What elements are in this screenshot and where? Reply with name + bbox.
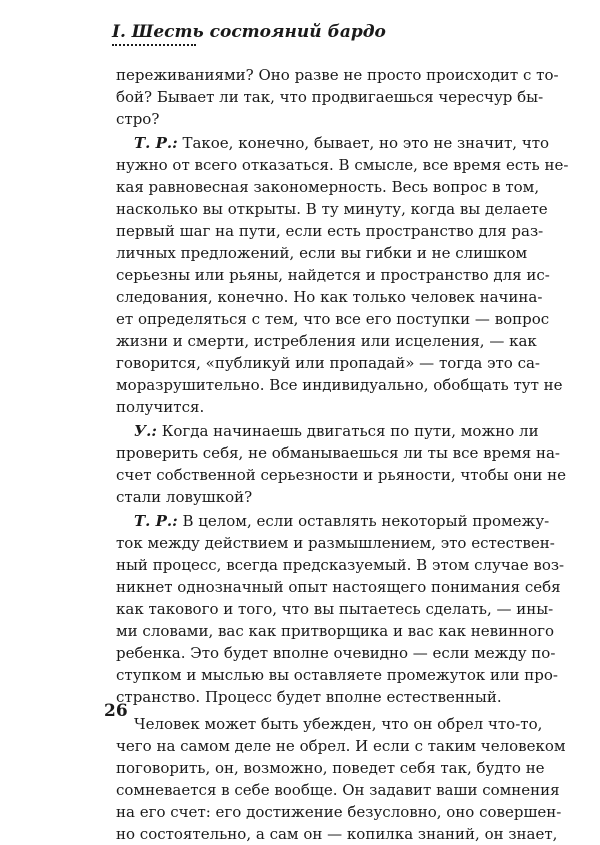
text-line: нужно от всего отказаться. В смысле, все время есть не-	[116, 156, 569, 174]
text-line: серьезны или рьяны, найдется и пространство для ис-	[116, 266, 550, 284]
text-line: личных предложений, если вы гибки и не слишком	[116, 244, 528, 262]
text-line: но состоятельно, а сам он — копилка знаний, он знает,	[116, 825, 558, 843]
text-line: переживаниями? Оно разве не просто происходит с то-	[116, 66, 559, 84]
running-header: I. Шесть состояний бардо	[112, 22, 386, 42]
text-line: жизни и смерти, истребления или исцеления, — как	[116, 332, 537, 350]
text-line: странство. Процесс будет вполне естественный.	[116, 688, 502, 706]
text-span: Когда начинаешь двигаться по пути, можно ли	[161, 422, 539, 440]
text-line: поговорить, он, возможно, поведет себя так, будто не	[116, 759, 545, 777]
text-line: стро?	[116, 110, 160, 128]
page-number: 26	[104, 701, 128, 721]
text-line	[116, 510, 550, 532]
text-line: проверить себя, не обманываешься ли ты все время на-	[116, 444, 560, 462]
text-line	[116, 420, 539, 442]
text-span: Такое, конечно, бывает, но это не значит, что	[182, 134, 550, 152]
text-line: ступком и мыслью вы оставляете промежуток или про-	[116, 666, 559, 684]
speaker-label: У.:	[134, 422, 157, 440]
text-line: говорится, «публикуй или пропадай» — тогда это са-	[116, 354, 540, 372]
text-span: В целом, если оставлять некоторый промежу-	[182, 512, 550, 530]
text-line: ный процесс, всегда предсказуемый. В этом случае воз-	[116, 556, 565, 574]
text-line: Человек может быть убежден, что он обрел что-то,	[134, 715, 543, 733]
text-line: ет определяться с тем, что все его поступки — вопрос	[116, 310, 550, 328]
header-dotted-rule	[112, 44, 196, 46]
text-line: ребенка. Это будет вполне очевидно — если между по-	[116, 644, 556, 662]
text-line	[116, 132, 550, 154]
text-line: счет собственной серьезности и рьяности, чтобы они не	[116, 466, 567, 484]
text-line: на его счет: его достижение безусловно, оно совершен-	[116, 803, 562, 821]
text-line: бой? Бывает ли так, что продвигаешься чересчур бы-	[116, 88, 544, 106]
text-line: никнет однозначный опыт настоящего понимания себя	[116, 578, 561, 596]
speaker-label: Т. Р.:	[134, 134, 178, 152]
text-line: моразрушительно. Все индивидуально, обобщать тут не	[116, 376, 563, 394]
text-line: ток между действием и размышлением, это естествен-	[116, 534, 555, 552]
text-line: получится.	[116, 398, 205, 416]
text-line: насколько вы открыты. В ту минуту, когда вы делаете	[116, 200, 548, 218]
text-line: стали ловушкой?	[116, 488, 253, 506]
text-line: кая равновесная закономерность. Весь вопрос в том,	[116, 178, 540, 196]
text-line: чего на самом деле не обрел. И если с таким человеком	[116, 737, 566, 755]
text-line: следования, конечно. Но как только человек начина-	[116, 288, 543, 306]
speaker-label: Т. Р.:	[134, 512, 178, 530]
text-line: первый шаг на пути, если есть пространство для раз-	[116, 222, 544, 240]
page-body	[116, 64, 569, 845]
text-line: сомневается в себе вообще. Он задавит ваши сомнения	[116, 781, 560, 799]
text-line: как такового и того, что вы пытаетесь сделать, — ины-	[116, 600, 554, 618]
text-line: ми словами, вас как притворщика и вас как невинного	[116, 622, 555, 640]
